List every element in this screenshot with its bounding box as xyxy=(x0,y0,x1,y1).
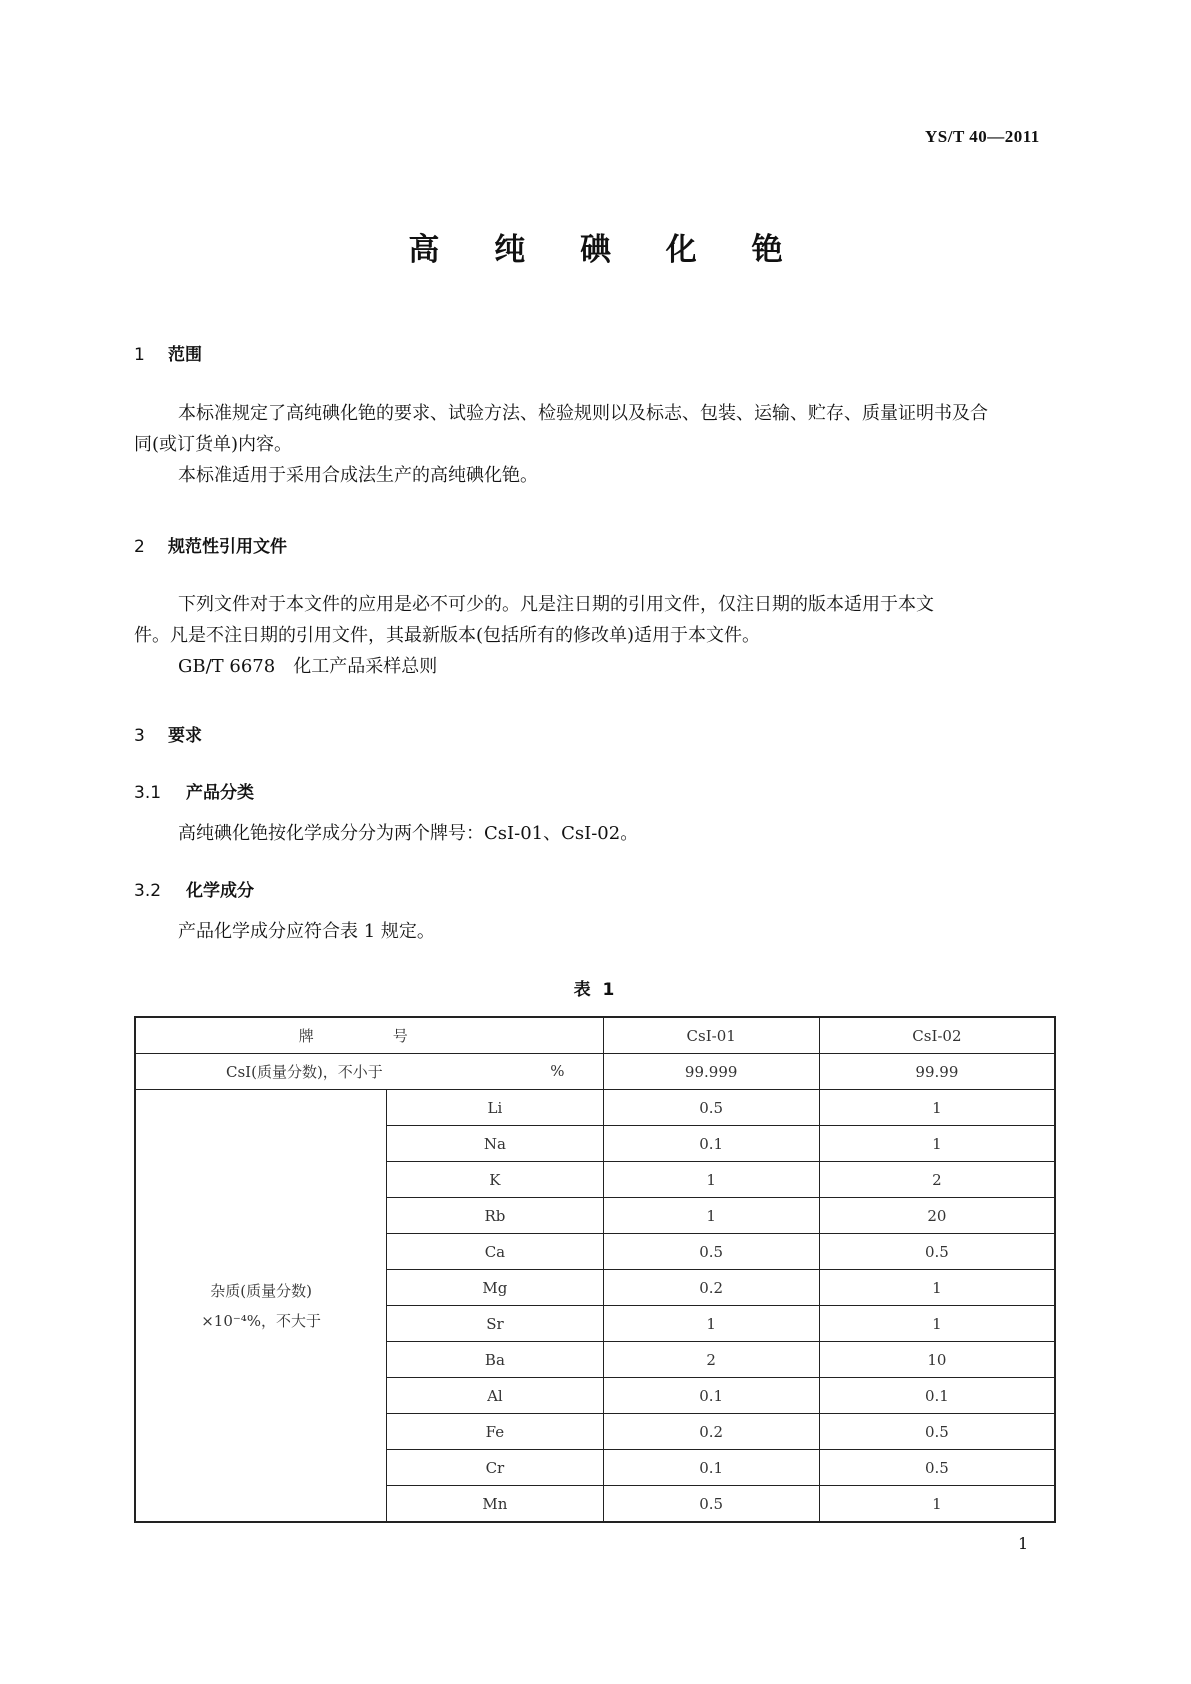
paragraph: 下列文件对于本文件的应用是必不可少的。凡是注日期的引用文件，仅注日期的版本适用于本文 xyxy=(178,594,934,615)
table-cell: 0.5 xyxy=(603,1090,819,1126)
paragraph: 本标准规定了高纯碘化铯的要求、试验方法、检验规则以及标志、包装、运输、贮存、质量证明书及合 xyxy=(178,403,988,424)
element-cell: Li xyxy=(387,1090,603,1126)
element-cell: Sr xyxy=(387,1306,603,1342)
table-row xyxy=(135,1090,1055,1126)
section-number: 1 xyxy=(134,345,145,365)
table-cell: 99.99 xyxy=(819,1054,1055,1090)
section-3-2-heading xyxy=(134,876,254,901)
section-title: 要求 xyxy=(168,726,202,746)
section-title: 范围 xyxy=(168,345,202,365)
section-2-heading xyxy=(134,532,287,557)
table-cell: 0.1 xyxy=(603,1450,819,1486)
grade-header: CsI-02 xyxy=(819,1017,1055,1054)
csi-unit: % xyxy=(550,1062,565,1080)
element-cell: Mg xyxy=(387,1270,603,1306)
table-cell: 20 xyxy=(819,1198,1055,1234)
paragraph: 同(或订货单)内容。 xyxy=(134,434,293,455)
element-cell: Fe xyxy=(387,1414,603,1450)
section-3-heading xyxy=(134,721,202,746)
impurity-label-cell xyxy=(135,1090,387,1523)
table-cell: 1 xyxy=(819,1486,1055,1523)
table-cell: 2 xyxy=(819,1162,1055,1198)
section-number: 3.2 xyxy=(134,881,162,901)
csi-label: CsI(质量分数)，不小于 xyxy=(226,1063,383,1081)
csi-label-cell xyxy=(135,1054,603,1090)
table-cell: 0.1 xyxy=(603,1126,819,1162)
table-cell: 0.5 xyxy=(603,1486,819,1523)
section-2-body xyxy=(134,589,1056,682)
table-cell: 0.5 xyxy=(603,1234,819,1270)
section-number: 2 xyxy=(134,537,145,557)
section-title: 产品分类 xyxy=(186,783,254,803)
element-cell: Mn xyxy=(387,1486,603,1523)
table-cell: 1 xyxy=(819,1126,1055,1162)
table-cell: 1 xyxy=(819,1270,1055,1306)
element-cell: Ca xyxy=(387,1234,603,1270)
table-cell: 0.2 xyxy=(603,1414,819,1450)
table-row xyxy=(135,1054,1055,1090)
element-cell: Cr xyxy=(387,1450,603,1486)
paragraph: 高纯碘化铯按化学成分分为两个牌号：CsI-01、CsI-02。 xyxy=(178,823,639,844)
chemical-composition-table xyxy=(134,1016,1056,1523)
reference-item xyxy=(134,651,1056,682)
page-number: 1 xyxy=(1018,1534,1029,1553)
section-3-1-heading xyxy=(134,778,254,803)
table-cell: 2 xyxy=(603,1342,819,1378)
section-3-1-body xyxy=(134,818,1056,849)
standard-number: YS/T 40—2011 xyxy=(925,127,1040,146)
reference-title: 化工产品采样总则 xyxy=(293,656,438,677)
table-cell: 1 xyxy=(603,1162,819,1198)
table-cell: 0.5 xyxy=(819,1450,1055,1486)
element-cell: K xyxy=(387,1162,603,1198)
table-cell: 1 xyxy=(603,1306,819,1342)
element-cell: Al xyxy=(387,1378,603,1414)
table-cell: 1 xyxy=(819,1090,1055,1126)
paragraph: 件。凡是不注日期的引用文件，其最新版本(包括所有的修改单)适用于本文件。 xyxy=(134,625,761,646)
table-cell: 10 xyxy=(819,1342,1055,1378)
table-cell: 0.5 xyxy=(819,1414,1055,1450)
section-number: 3.1 xyxy=(134,783,162,803)
impurity-label-line: 杂质(质量分数) xyxy=(210,1281,312,1300)
table-caption: 表 1 xyxy=(573,980,618,1000)
table-cell: 0.2 xyxy=(603,1270,819,1306)
table-cell: 99.999 xyxy=(603,1054,819,1090)
impurity-label-line: ×10⁻⁴%，不大于 xyxy=(201,1311,322,1330)
section-1-body xyxy=(134,398,1056,491)
table-cell: 0.5 xyxy=(819,1234,1055,1270)
grade-header: CsI-01 xyxy=(603,1017,819,1054)
section-number: 3 xyxy=(134,726,145,746)
section-title: 化学成分 xyxy=(186,881,254,901)
brand-header: 牌 号 xyxy=(135,1017,603,1054)
element-cell: Ba xyxy=(387,1342,603,1378)
section-1-heading xyxy=(134,340,202,365)
element-cell: Na xyxy=(387,1126,603,1162)
table-cell: 1 xyxy=(603,1198,819,1234)
element-cell: Rb xyxy=(387,1198,603,1234)
paragraph: 产品化学成分应符合表 1 规定。 xyxy=(178,921,435,942)
table-cell: 0.1 xyxy=(603,1378,819,1414)
reference-code: GB/T 6678 xyxy=(178,656,276,677)
table-cell: 0.1 xyxy=(819,1378,1055,1414)
page-title: 高 纯 碘 化 铯 xyxy=(408,232,805,268)
table-header-row xyxy=(135,1017,1055,1054)
section-3-2-body xyxy=(134,916,1056,947)
paragraph: 本标准适用于采用合成法生产的高纯碘化铯。 xyxy=(178,465,538,486)
table-cell: 1 xyxy=(819,1306,1055,1342)
section-title: 规范性引用文件 xyxy=(168,537,287,557)
